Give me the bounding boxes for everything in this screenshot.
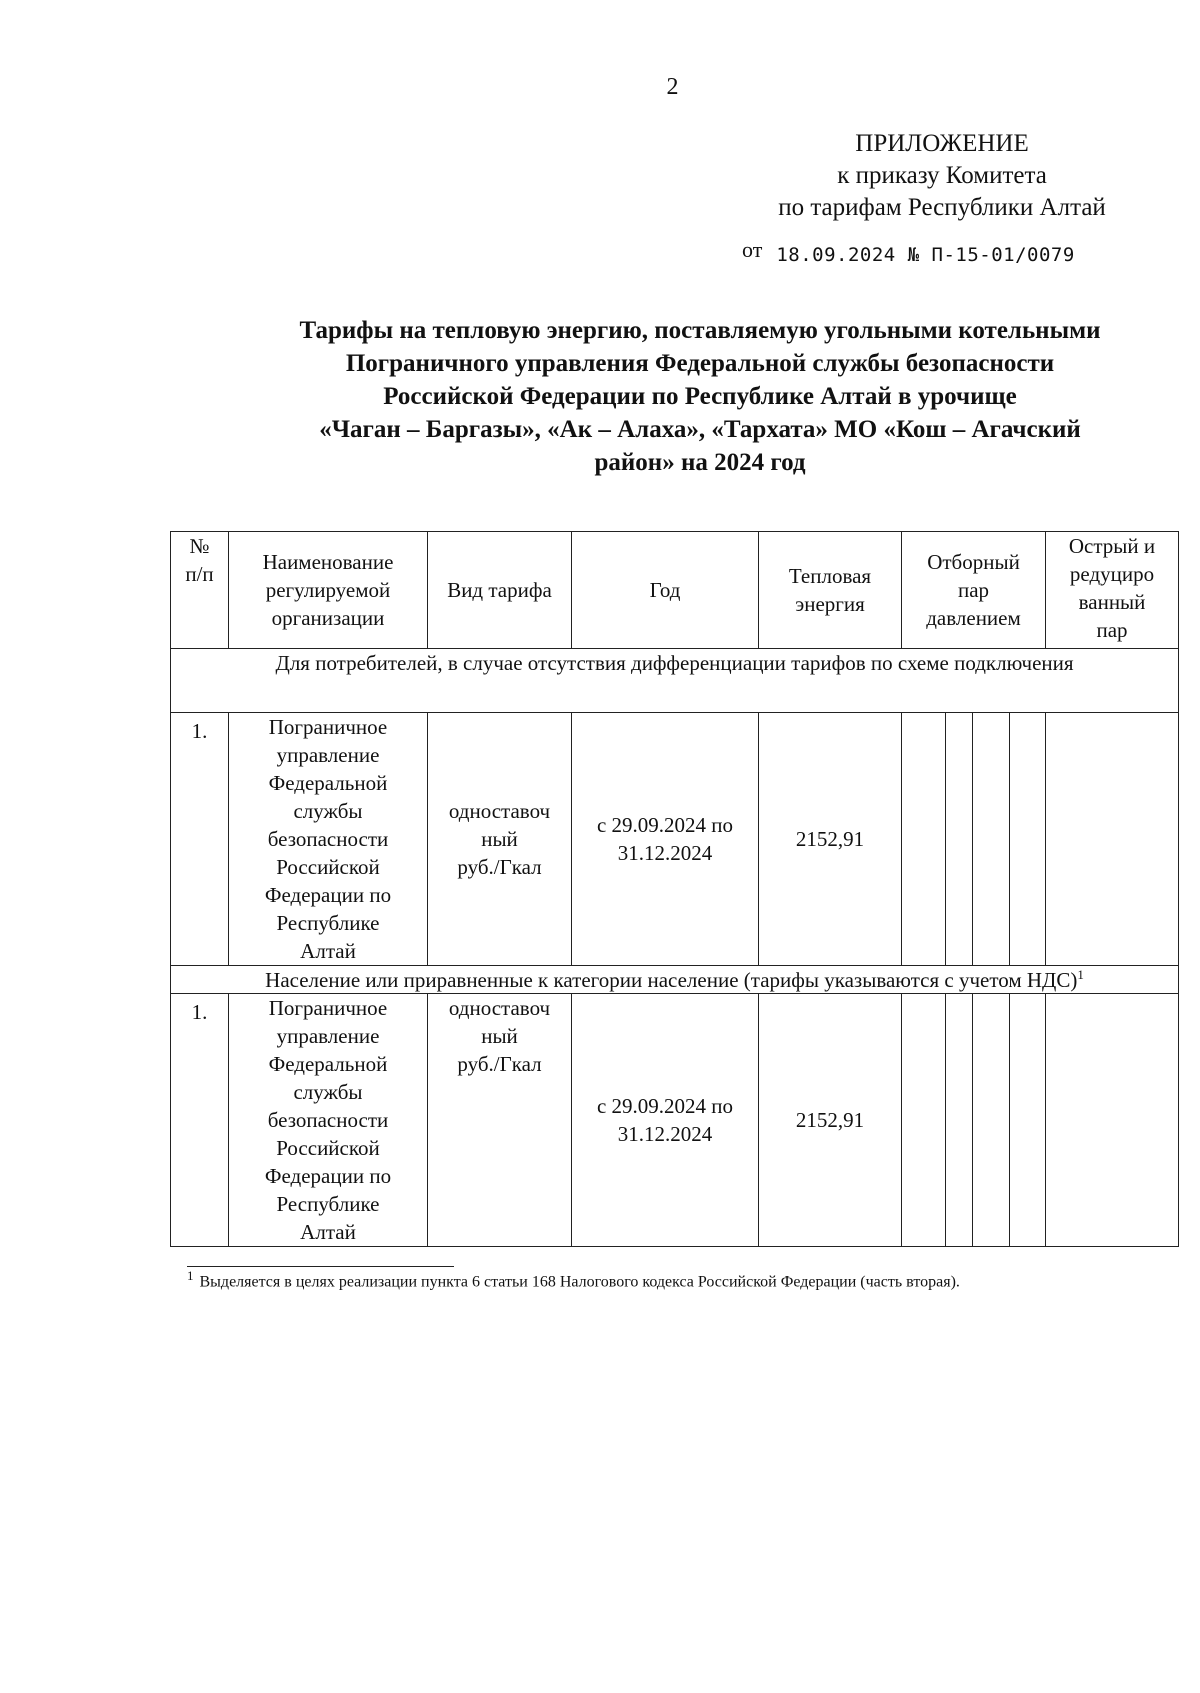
empty-cell <box>1046 713 1179 966</box>
empty-cell <box>1010 994 1046 1247</box>
title-line: Российской Федерации по Республике Алтай в урочище <box>383 383 1017 410</box>
table-row <box>171 713 1179 966</box>
header-extracted-steam: Отборный пар давлением <box>902 532 1046 649</box>
header-year: Год <box>572 532 759 649</box>
header-sharp-steam: Острый и редуциро ванный пар <box>1046 532 1179 649</box>
title-line: Тарифы на тепловую энергию, поставляемую угольными котельными <box>299 317 1101 344</box>
order-date-line <box>742 234 1162 267</box>
empty-cell <box>946 994 973 1247</box>
row-tariff-type: одноставоч ный руб./Гкал <box>428 994 572 1247</box>
empty-cell <box>973 713 1010 966</box>
empty-cell <box>1010 713 1046 966</box>
title-line: район» на 2024 год <box>594 449 806 476</box>
document-title <box>210 314 1190 479</box>
row-organization: Пограничное управление Федеральной службы безопасности Российской Федерации по Республике Алтай <box>229 994 428 1247</box>
header-num: № п/п <box>171 532 229 649</box>
row-heat-value: 2152,91 <box>759 713 902 966</box>
section-title-population: Население или приравненные к категории население (тарифы указываются с учетом НДС)$^1$ <box>171 966 1179 994</box>
section-row <box>171 966 1179 994</box>
appendix-order-line: к приказу Комитета <box>837 162 1047 189</box>
empty-cell <box>946 713 973 966</box>
tariff-table <box>170 531 1179 1247</box>
row-heat-value: 2152,91 <box>759 994 902 1247</box>
row-period: с 29.09.2024 по 31.12.2024 <box>572 713 759 966</box>
appendix-heading: ПРИЛОЖЕНИЕ <box>855 130 1029 157</box>
appendix-header <box>732 128 1152 266</box>
header-organization: Наименование регулируемой организации <box>229 532 428 649</box>
title-line: Пограничного управления Федеральной службы безопасности <box>345 350 1055 377</box>
section-title-general: Для потребителей, в случае отсутствия дифференциации тарифов по схеме подключения <box>171 649 1179 713</box>
row-num: 1. <box>171 713 229 966</box>
row-period: с 29.09.2024 по 31.12.2024 <box>572 994 759 1247</box>
table-row <box>171 994 1179 1247</box>
title-line: «Чаган – Баргазы», «Ак – Алаха», «Тархата» МО «Кош – Агачский <box>319 416 1081 443</box>
empty-cell <box>902 994 946 1247</box>
row-organization: Пограничное управление Федеральной службы безопасности Российской Федерации по Республике Алтай <box>229 713 428 966</box>
empty-cell <box>1046 994 1179 1247</box>
footnote <box>187 1268 960 1291</box>
appendix-committee-line: по тарифам Республики Алтай <box>778 194 1106 221</box>
footnote-ref: 1 <box>1077 966 1084 982</box>
row-tariff-type: одноставоч ный руб./Гкал <box>428 713 572 966</box>
empty-cell <box>902 713 946 966</box>
footnote-text: Выделяется в целях реализации пункта 6 статьи 168 Налогового кодекса Российской Федерации (часть вторая). <box>199 1273 960 1291</box>
order-date-number: 18.09.2024 № П-15-01/0079 <box>776 244 1075 266</box>
header-heat-energy: Тепловая энергия <box>759 532 902 649</box>
empty-cell <box>973 994 1010 1247</box>
section-row <box>171 649 1179 713</box>
footnote-separator <box>187 1266 454 1267</box>
header-tariff-type: Вид тарифа <box>428 532 572 649</box>
footnote-mark: 1 <box>187 1268 194 1283</box>
row-num: 1. <box>171 994 229 1247</box>
page-number: 2 <box>666 74 679 100</box>
table-header-row <box>171 532 1179 649</box>
date-prefix: от <box>742 237 763 262</box>
